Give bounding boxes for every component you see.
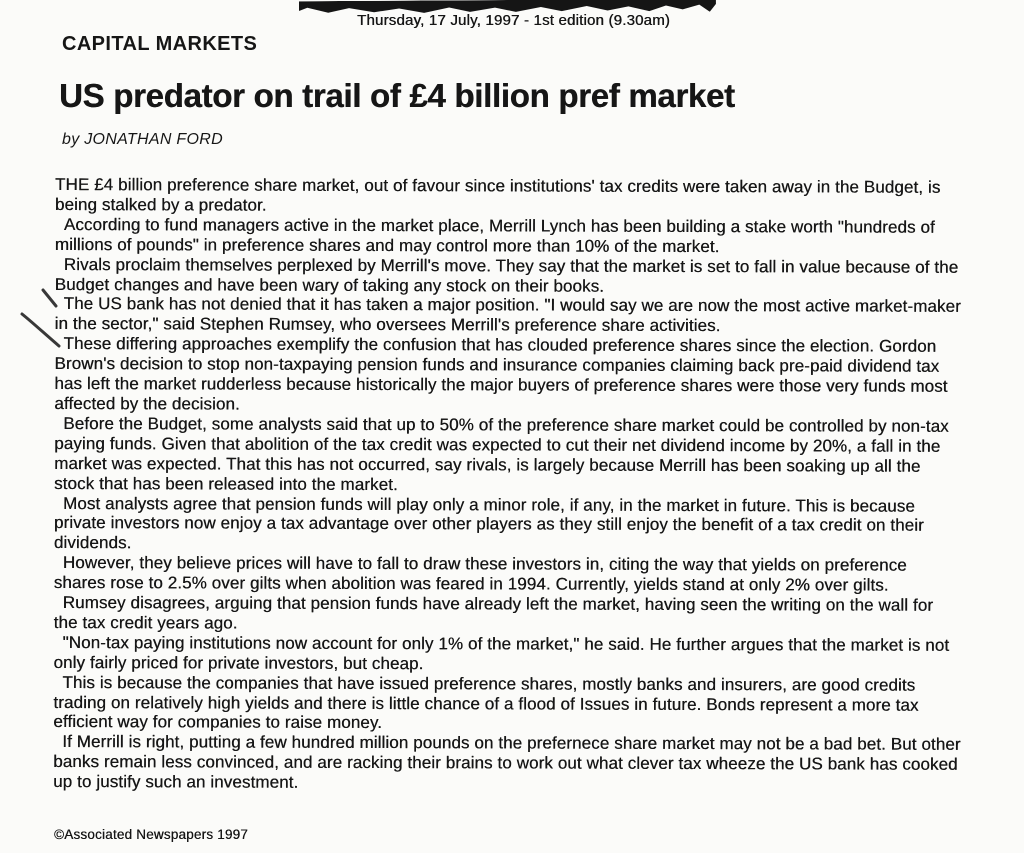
article-headline: US predator on trail of £4 billion pref market	[59, 77, 735, 114]
article-paragraph: This is because the companies that have issued preference shares, mostly banks and insurers, are good credits trading on relatively high yields and there is little chance of a flood of Issues in future. Bonds represent a more tax efficient way for companies to raise money.	[53, 672, 919, 733]
article-paragraph: According to fund managers active in the market place, Merrill Lynch has been building a stake worth "hundreds of millions of pounds" in preference shares and may control more than 10% of the market.	[54, 214, 935, 256]
article-paragraph: The US bank has not denied that it has taken a major position. "I would say we are now the most active market-maker in the sector," said Stephen Rumsey, who oversees Merrill's preference share activities.	[54, 294, 961, 336]
article-paragraph: Most analysts agree that pension funds will play only a minor role, if any, in the market in future. This is because private investors now enjoy a tax advantage over other players as they still enjoy the benefit of a tax credit on their dividends.	[53, 493, 924, 553]
article-paragraph: Rivals proclaim themselves perplexed by Merrill's move. They say that the market is set to fall in value because of the Budget changes and have been wary of taking any stock on their books.	[54, 254, 959, 296]
copyright-line: ©Associated Newspapers 1997	[54, 827, 248, 842]
article-paragraph: These differing approaches exemplify the confusion that has clouded preference shares since the election. Gordon Brown's decision to stop non-taxpaying pension funds and insurance companies claiming back pre-paid dividend tax has left the market rudderless because historically the major buyers of preference shares were those very funds most affected by the decision.	[54, 334, 948, 414]
article-body	[53, 175, 963, 795]
article-paragraph: However, they believe prices will have to fall to draw these investors in, citing the way that yields on preference shares rose to 2.5% over gilts when abolition was feared in 1994. Currently, yields stand at only 2% over gilts.	[53, 553, 907, 595]
article-paragraph: Rumsey disagrees, arguing that pension funds have already left the market, having seen the writing on the wall for the tax credit years ago.	[53, 593, 934, 633]
edition-date-line: Thursday, 17 July, 1997 - 1st edition (9.30am)	[357, 12, 670, 29]
article-paragraph: If Merrill is right, putting a few hundred million pounds on the prefernece share market may not be a bad bet. But other banks remain less convinced, and are racking their brains to work out what clever tax wheeze the US bank has cooked up to justify such an investment.	[53, 732, 961, 792]
article-paragraph: "Non-tax paying institutions now account for only 1% of the market," he said. He further argues that the market is not only fairly priced for private investors, but cheap.	[53, 632, 950, 673]
article-byline: by JONATHAN FORD	[62, 131, 223, 148]
article-paragraph: Before the Budget, some analysts said that up to 50% of the preference share market could be controlled by non-tax paying funds. Given that abolition of the tax credit was expected to cut their net dividend income by 20%, a fall in the market was expected. That this has not occurred, say rivals, is largely because Merrill has been soaking up all the stock that has been released into the market.	[54, 413, 949, 494]
article-paragraph: THE £4 billion preference share market, out of favour since institutions' tax credits were taken away in the Budget, is being stalked by a predator.	[54, 175, 941, 215]
section-label: CAPITAL MARKETS	[62, 33, 258, 55]
